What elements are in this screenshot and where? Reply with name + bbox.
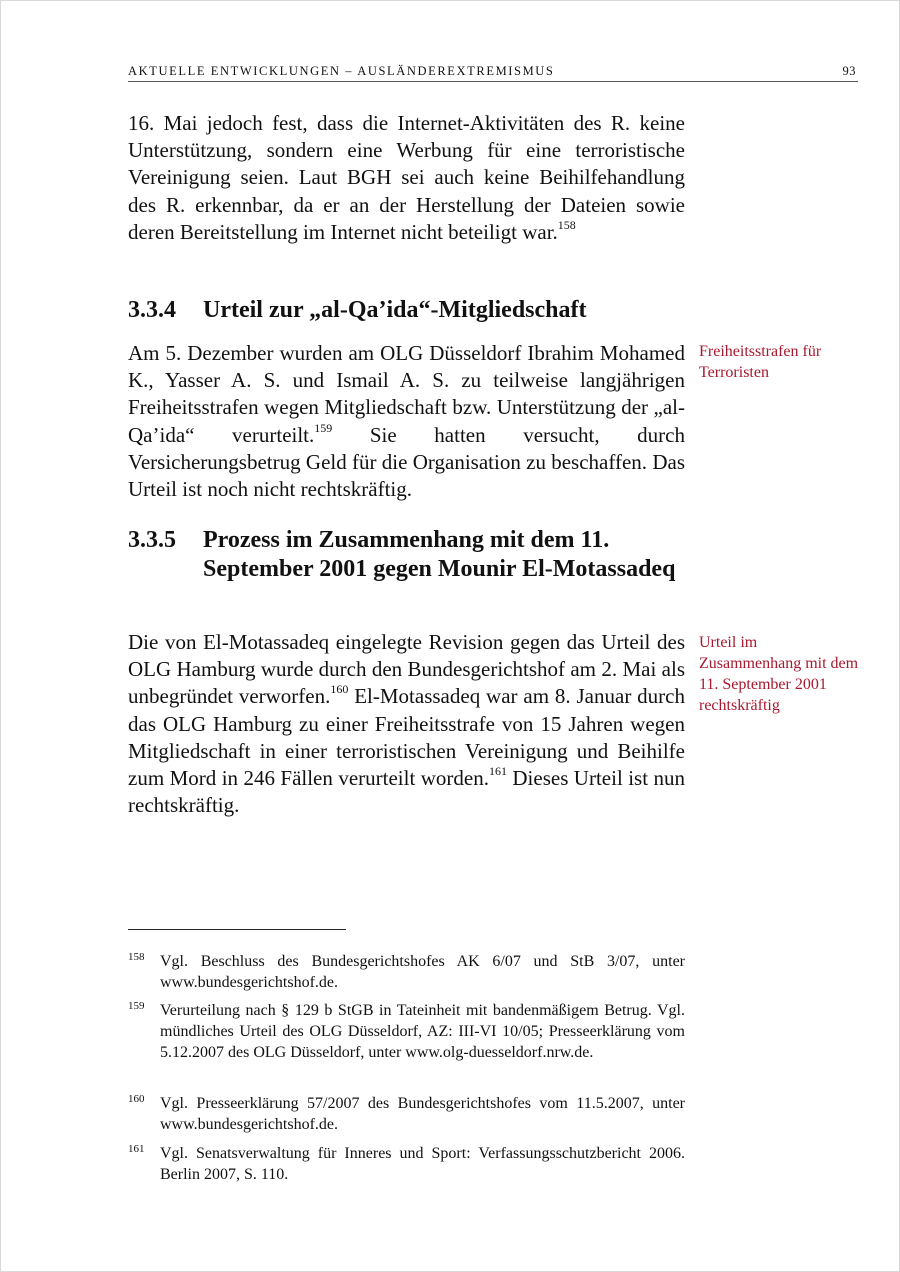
footnote-ref-161[interactable]: 161 — [488, 764, 507, 779]
intro-text: 16. Mai jedoch fest, dass die Internet-Aktivitäten des R. keine Unterstützung, sondern eine Werbung für eine terroristische Vereinigung seien. Laut BGH sei auch keine Beihilfehandlung des R. erkennbar, da er an der Herstellung der Dateien sowie deren Bereitstellung im Internet nicht beteiligt war. — [128, 111, 685, 244]
intro-paragraph — [128, 110, 685, 246]
section-number: 3.3.5 — [128, 527, 176, 553]
paragraph-text: Sie hatten versucht, durch Versicherungsbetrug Geld für die Organisation zu beschaffen. Das Urteil ist noch nicht rechtskräftig. — [128, 422, 685, 502]
footnote-text: Verurteilung nach § 129 b StGB in Tateinheit mit bandenmäßigem Betrug. Vgl. mündliches Urteil des OLG Düsseldorf, AZ: III-VI 10/05; Presseerklärung vom 5.12.2007 des OLG Düsseldorf, unter www.olg-duesseldorf.nrw.de. — [160, 1002, 685, 1062]
paragraph-text: Am 5. Dezember wurden am OLG Düsseldorf Ibrahim Mohamed K., Yasser A. S. und Ismail A. S. zu teilweise langjährigen Freiheitsstrafen wegen Mitgliedschaft bzw. Unterstützung der „al-Qa’ida“ verurteilt. — [128, 341, 685, 447]
paragraph-text: El-Motassadeq war am 8. Januar durch das OLG Hamburg zu einer Freiheitsstrafe von 15 Jahren wegen Mitgliedschaft in einer terroristischen Vereinigung und Beihilfe zum Mord in 246 Fällen verurteilt worden. — [128, 684, 685, 791]
running-header — [128, 63, 858, 82]
footnote-text: Vgl. Presseerklärung 57/2007 des Bundesgerichtshofes vom 11.5.2007, unter www.bundesgerichtshof.de. — [160, 1095, 685, 1134]
running-title: AKTUELLE ENTWICKLUNGEN – AUSLÄNDEREXTREMISMUS — [128, 64, 555, 78]
section-number: 3.3.4 — [128, 297, 176, 323]
section-title: Prozess im Zusammenhang mit dem 11. September 2001 gegen Mounir El-Motassadeq — [203, 527, 676, 582]
page-number: 93 — [842, 64, 856, 78]
footnote-number: 159 — [128, 1000, 145, 1012]
footnote-divider — [128, 929, 346, 930]
section-3-3-5-heading — [128, 526, 688, 584]
paragraph-text: Die von El-Motassadeq eingelegte Revision gegen das Urteil des OLG Hamburg wurde durch den Bundesgerichtshof am 2. Mai als unbegründet verworfen. — [128, 630, 685, 709]
paragraph-text: Dieses Urteil ist nun rechtskräftig. — [128, 766, 686, 818]
footnote-158 — [128, 951, 685, 993]
footnote-text: Vgl. Senatsverwaltung für Inneres und Sport: Verfassungsschutzbericht 2006. Berlin 2007, S. 110. — [160, 1145, 685, 1184]
margin-note-freiheitsstrafen: Freiheitsstrafen für Terroristen — [699, 343, 822, 381]
footnote-160 — [128, 1093, 685, 1135]
footnote-ref-158[interactable]: 158 — [557, 217, 576, 232]
footnote-159 — [128, 1000, 685, 1064]
footnote-number: 158 — [128, 951, 145, 963]
section-3-3-4-heading — [128, 296, 688, 325]
footnote-161 — [128, 1143, 685, 1185]
footnote-number: 160 — [128, 1093, 145, 1105]
footnote-number: 161 — [128, 1143, 145, 1155]
section-title: Urteil zur „al-Qa’ida“-Mitgliedschaft — [203, 297, 587, 323]
section-3-3-4-paragraph — [128, 340, 685, 503]
footnote-text: Vgl. Beschluss des Bundesgerichtshofes AK 6/07 und StB 3/07, unter www.bundesgerichtshof.de. — [160, 953, 685, 992]
section-3-3-5-paragraph — [128, 629, 685, 819]
footnote-ref-159[interactable]: 159 — [314, 420, 333, 435]
margin-note-urteil: Urteil im Zusammenhang mit dem 11. September 2001 rechtskräftig — [699, 634, 859, 714]
footnote-ref-160[interactable]: 160 — [330, 682, 349, 697]
